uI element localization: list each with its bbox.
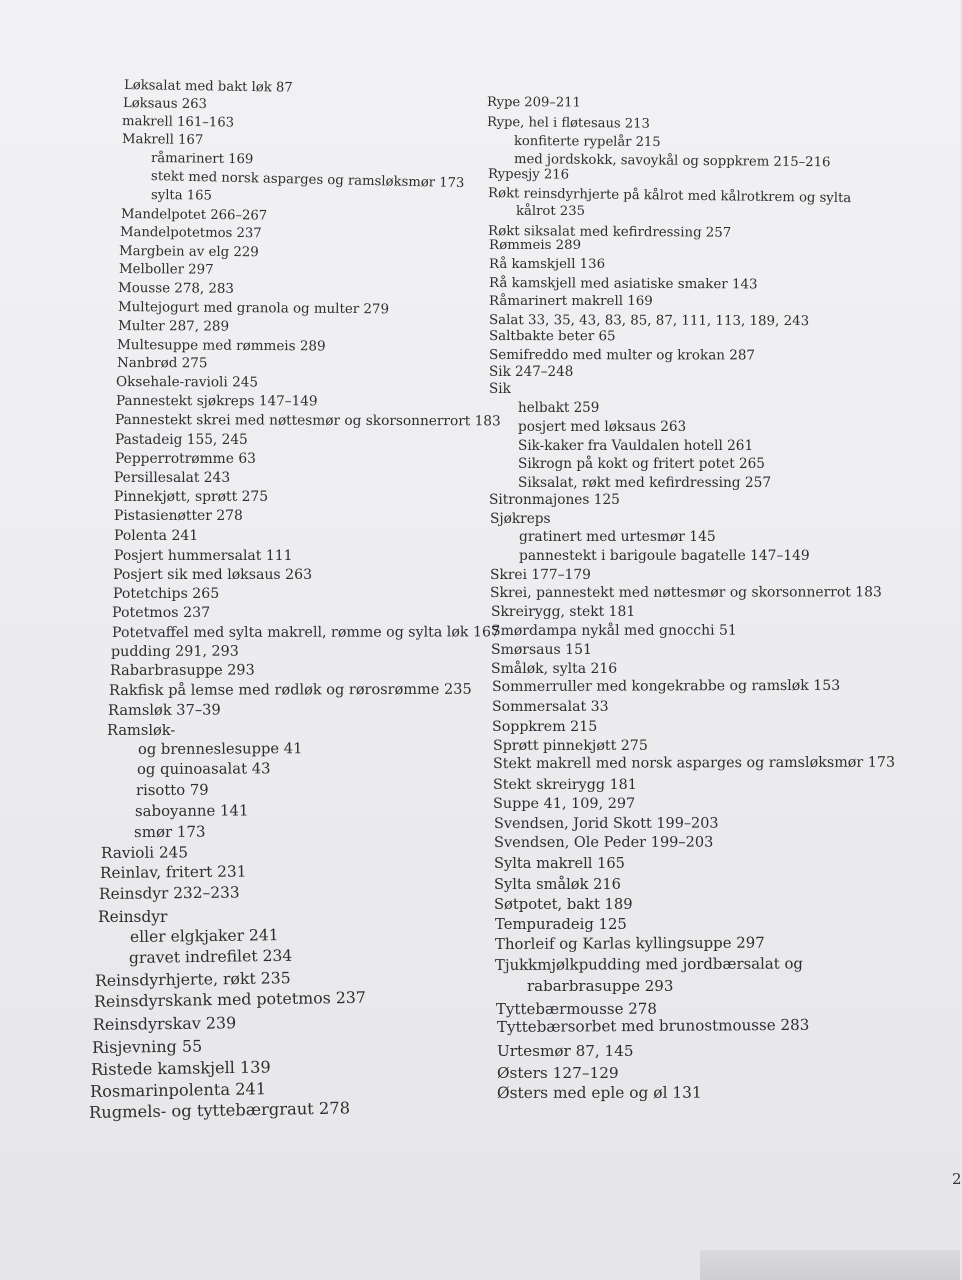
index-entry-left-28: Potetchips 265 — [113, 586, 220, 602]
index-entry-left-45: eller elgkjaker 241 — [129, 926, 279, 946]
index-entry-left-51: Ristede kamskjell 139 — [90, 1057, 271, 1079]
index-entry-left-11: Melboller 297 — [118, 262, 214, 278]
index-entry-left-13: Multejogurt med granola og multer 279 — [117, 300, 390, 318]
index-entry-right-18: helbakt 259 — [518, 400, 600, 416]
index-entry-left-8: Mandelpotet 266–267 — [120, 207, 268, 224]
index-entry-left-49: Reinsdyrskav 239 — [92, 1013, 237, 1034]
page-number: 2 — [952, 1170, 962, 1188]
index-entry-right-38: Stekt skreirygg 181 — [493, 777, 637, 793]
index-entry-left-52: Rosmarinpolenta 241 — [89, 1079, 267, 1101]
index-entry-right-51: Urtesmør 87, 145 — [497, 1042, 634, 1060]
page-edge — [700, 1250, 960, 1280]
index-entry-right-39: Suppe 41, 109, 297 — [493, 796, 636, 812]
index-entry-left-48: Reinsdyrskank med potetmos 237 — [93, 987, 367, 1011]
index-entry-left-6: stekt med norsk asparges og ramsløksmør 173 — [150, 169, 465, 192]
index-entry-right-3: konfiterte rypelår 215 — [513, 134, 661, 151]
index-entry-left-24: Pistasienøtter 278 — [114, 508, 243, 524]
index-entry-left-44: Reinsdyr — [98, 908, 168, 926]
index-entry-left-14: Multer 287, 289 — [117, 318, 230, 335]
index-entry-left-53: Rugmels- og tyttebærgraut 278 — [88, 1098, 351, 1122]
index-entry-right-24: Sjøkreps — [490, 511, 551, 527]
index-entry-right-41: Svendsen, Ole Peder 199–203 — [493, 834, 714, 851]
index-entry-right-12: Råmarinert makrell 169 — [489, 294, 653, 309]
index-entry-left-30: Potetvaffel med sylta makrell, rømme og sylta løk 167 — [111, 624, 501, 641]
index-entry-left-1: Løksalat med bakt løk 87 — [123, 78, 293, 96]
index-entry-right-22: Siksalat, røkt med kefirdressing 257 — [518, 475, 772, 491]
index-entry-left-39: saboyanne 141 — [134, 801, 249, 820]
index-entry-left-12: Mousse 278, 283 — [117, 281, 235, 297]
index-entry-left-21: Pepperrotrømme 63 — [115, 451, 256, 467]
index-entry-right-21: Sikrogn på kokt og fritert potet 265 — [518, 456, 765, 472]
index-entry-right-45: Tempuradeig 125 — [495, 916, 627, 933]
index-entry-left-32: Rabarbrasuppe 293 — [109, 662, 255, 679]
index-entry-right-14: Saltbakte beter 65 — [488, 329, 616, 345]
index-entry-right-46: Thorleif og Karlas kyllingsuppe 297 — [494, 933, 765, 953]
index-entry-right-1: Rype 209–211 — [486, 95, 581, 111]
index-entry-right-26: pannestekt i barigoule bagatelle 147–149 — [519, 548, 810, 564]
index-entry-left-43: Reinsdyr 232–233 — [98, 883, 240, 903]
index-entry-right-32: Småløk, sylta 216 — [491, 661, 618, 677]
index-entry-right-35: Soppkrem 215 — [492, 719, 598, 735]
index-entry-left-22: Persillesalat 243 — [114, 470, 231, 486]
index-entry-right-13: Salat 33, 35, 43, 83, 85, 87, 111, 113, 189, 243 — [488, 313, 810, 330]
index-entry-right-37: Stekt makrell med norsk asparges og ramsløksmør 173 — [492, 754, 896, 772]
index-entry-right-19: posjert med løksaus 263 — [518, 419, 687, 435]
index-entry-right-16: Sik 247–248 — [489, 364, 574, 380]
index-entry-left-20: Pastadeig 155, 245 — [115, 432, 248, 448]
index-entry-right-15: Semifreddo med multer og krokan 287 — [488, 347, 756, 364]
index-entry-right-50: Tyttebærsorbet med brunostmousse 283 — [496, 1015, 810, 1036]
index-entry-right-25: gratinert med urtesmør 145 — [519, 529, 716, 545]
index-entry-right-9: Rømmeis 289 — [489, 238, 582, 253]
index-entry-right-20: Sik-kaker fra Vauldalen hotell 261 — [518, 438, 754, 454]
index-entry-left-15: Multesuppe med rømmeis 289 — [116, 337, 326, 355]
index-entry-right-10: Rå kamskjell 136 — [489, 257, 606, 272]
index-entry-right-4: med jordskokk, savoykål og soppkrem 215–216 — [513, 152, 831, 171]
index-entry-right-48: rabarbrasuppe 293 — [527, 977, 674, 995]
index-entry-right-27: Skrei 177–179 — [489, 566, 591, 583]
index-entry-left-10: Margbein av elg 229 — [118, 244, 259, 261]
index-entry-left-18: Pannestekt sjøkreps 147–149 — [115, 393, 318, 410]
index-entry-left-34: Ramsløk 37–39 — [107, 701, 221, 719]
index-entry-left-41: Ravioli 245 — [100, 843, 189, 862]
index-entry-right-36: Sprøtt pinnekjøtt 275 — [493, 738, 648, 754]
index-entry-left-40: smør 173 — [133, 822, 206, 841]
index-entry-right-52: Østers 127–129 — [497, 1064, 619, 1082]
index-entry-left-42: Reinlav, fritert 231 — [99, 862, 247, 882]
index-entry-left-37: og quinoasalat 43 — [136, 760, 271, 778]
index-entry-right-44: Søtpotet, bakt 189 — [494, 896, 633, 913]
index-entry-left-47: Reinsdyrhjerte, røkt 235 — [94, 968, 291, 990]
index-entry-left-36: og brenneslesuppe 41 — [137, 740, 303, 758]
index-entry-left-4: Makrell 167 — [121, 132, 204, 148]
index-entry-left-35: Ramsløk- — [107, 722, 176, 739]
index-entry-left-3: makrell 161–163 — [121, 114, 235, 131]
index-entry-left-50: Risjevning 55 — [91, 1036, 203, 1057]
index-entry-left-19: Pannestekt skrei med nøttesmør og skorsonnerrort 183 — [114, 412, 501, 430]
index-entry-right-43: Sylta småløk 216 — [494, 876, 621, 893]
index-entry-right-31: Smørsaus 151 — [491, 642, 592, 658]
index-entry-left-38: risotto 79 — [135, 781, 209, 799]
index-entry-right-30: Smørdampa nykål med gnocchi 51 — [490, 622, 737, 639]
index-entry-right-47: Tjukkmjølkpudding med jordbærsalat og — [494, 954, 803, 974]
index-entry-right-6: Røkt reinsdyrhjerte på kålrot med kålrotkrem og sylta — [487, 186, 852, 207]
index-entry-right-11: Rå kamskjell med asiatiske smaker 143 — [488, 276, 758, 293]
index-entry-left-46: gravet indrefilet 234 — [128, 946, 293, 967]
index-entry-left-26: Posjert hummersalat 111 — [114, 548, 293, 564]
index-column-left — [0, 0, 501, 1140]
index-entry-left-27: Posjert sik med løksaus 263 — [113, 567, 313, 583]
index-entry-left-31: pudding 291, 293 — [110, 643, 239, 660]
index-entry-left-7: sylta 165 — [150, 188, 213, 204]
index-entry-right-28: Skrei, pannestekt med nøttesmør og skorsonnerrot 183 — [489, 584, 882, 601]
index-entry-right-34: Sommersalat 33 — [492, 699, 609, 715]
index-entry-right-40: Svendsen, Jorid Skott 199–203 — [493, 815, 719, 832]
index-entry-left-33: Rakfisk på lemse med rødløk og rørosrømme 235 — [108, 681, 472, 699]
index-entry-right-53: Østers med eple og øl 131 — [496, 1083, 702, 1102]
index-column-right — [480, 0, 950, 1110]
index-entry-left-23: Pinnekjøtt, sprøtt 275 — [114, 489, 269, 505]
index-entry-left-2: Løksaus 263 — [122, 96, 208, 113]
index-entry-left-29: Potetmos 237 — [112, 605, 211, 621]
index-entry-left-5: råmarinert 169 — [150, 151, 254, 168]
index-entry-left-16: Nanbrød 275 — [116, 355, 208, 372]
index-entry-right-2: Rype, hel i fløtesaus 213 — [486, 115, 650, 132]
index-entry-right-7: kålrot 235 — [516, 204, 585, 219]
index-entry-right-17: Sik — [489, 381, 511, 397]
index-entry-right-42: Sylta makrell 165 — [494, 855, 625, 872]
index-entry-right-49: Tyttebærmousse 278 — [495, 999, 657, 1018]
index-entry-right-8: Røkt siksalat med kefirdressing 257 — [487, 224, 732, 241]
index-entry-right-33: Sommerruller med kongekrabbe og ramsløk 153 — [491, 677, 841, 695]
index-entry-right-29: Skreirygg, stekt 181 — [491, 604, 636, 620]
index-entry-right-23: Sitronmajones 125 — [489, 492, 620, 508]
index-entry-left-17: Oksehale-ravioli 245 — [115, 374, 259, 391]
index-entry-right-5: Rypesjy 216 — [487, 167, 570, 183]
index-entry-left-25: Polenta 241 — [114, 528, 199, 544]
index-entry-left-9: Mandelpotetmos 237 — [119, 225, 262, 242]
